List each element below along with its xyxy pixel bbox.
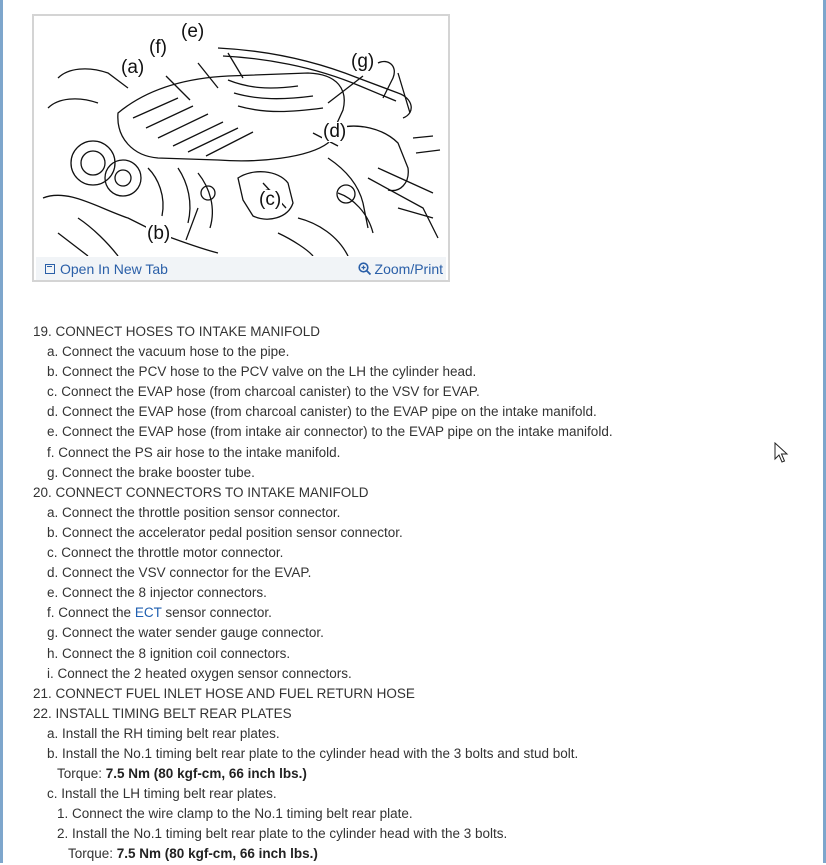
- step-item: 2. Install the No.1 timing belt rear plate to the cylinder head with the 3 bolts.: [57, 826, 508, 842]
- engine-line-drawing: [38, 18, 446, 256]
- zoom-print-label: Zoom/Print: [374, 261, 443, 277]
- step-item: e. Connect the 8 injector connectors.: [47, 585, 267, 601]
- step-text: sensor connector.: [161, 605, 272, 621]
- torque-value: 7.5 Nm (80 kgf-cm, 66 inch lbs.): [116, 846, 318, 862]
- step-item: c. Connect the throttle motor connector.: [47, 545, 284, 561]
- step-item: d. Connect the EVAP hose (from charcoal canister) to the EVAP pipe on the intake manifold.: [47, 404, 597, 420]
- step-item: b. Connect the PCV hose to the PCV valve on the LH the cylinder head.: [47, 364, 477, 380]
- step-item: a. Connect the vacuum hose to the pipe.: [47, 344, 290, 360]
- torque-spec: [33, 764, 793, 784]
- zoom-magnifier-icon: [358, 262, 372, 276]
- step-item: f. Connect the PS air hose to the intake manifold.: [47, 444, 341, 460]
- open-in-new-tab-label: Open In New Tab: [60, 261, 168, 277]
- callout-e: (e): [181, 21, 205, 42]
- callout-a: (a): [121, 57, 145, 78]
- step-text: f. Connect the: [47, 605, 135, 621]
- step-item: a. Install the RH timing belt rear plates.: [47, 725, 280, 741]
- mouse-pointer-icon: [774, 442, 790, 464]
- zoom-print-link[interactable]: [358, 261, 443, 277]
- torque-value: 7.5 Nm (80 kgf-cm, 66 inch lbs.): [105, 766, 307, 782]
- callout-f: (f): [149, 37, 167, 58]
- step-item: c. Install the LH timing belt rear plates.: [47, 786, 277, 802]
- step-heading: 21. CONNECT FUEL INLET HOSE AND FUEL RETURN HOSE: [33, 685, 415, 701]
- step-item: 1. Connect the wire clamp to the No.1 timing belt rear plate.: [57, 806, 413, 822]
- callout-c: (c): [259, 189, 282, 210]
- step-item: g. Connect the brake booster tube.: [47, 464, 255, 480]
- step-item: a. Connect the throttle position sensor connector.: [47, 504, 341, 520]
- window-left-edge: [0, 0, 3, 863]
- step-item: [33, 603, 793, 623]
- step-item: g. Connect the water sender gauge connector.: [47, 625, 324, 641]
- open-new-tab-icon: [45, 264, 55, 274]
- open-in-new-tab-link[interactable]: [45, 261, 168, 277]
- engine-illustration[interactable]: [38, 18, 446, 256]
- torque-spec: [33, 844, 793, 864]
- step-heading: 22. INSTALL TIMING BELT REAR PLATES: [33, 705, 292, 721]
- step-item: b. Install the No.1 timing belt rear plate to the cylinder head with the 3 bolts and stud bolt.: [47, 745, 579, 761]
- step-item: h. Connect the 8 ignition coil connectors.: [47, 645, 291, 661]
- figure-card: [32, 14, 450, 282]
- step-item: i. Connect the 2 heated oxygen sensor connectors.: [47, 665, 352, 681]
- step-heading: 20. CONNECT CONNECTORS TO INTAKE MANIFOLD: [33, 484, 369, 500]
- procedure-steps: [33, 322, 793, 865]
- step-item: b. Connect the accelerator pedal position sensor connector.: [47, 524, 403, 540]
- figure-toolbar: [36, 257, 446, 280]
- step-heading: 19. CONNECT HOSES TO INTAKE MANIFOLD: [33, 324, 321, 339]
- step-item: d. Connect the VSV connector for the EVAP.: [47, 565, 312, 581]
- step-item: e. Connect the EVAP hose (from intake air connector) to the EVAP pipe on the intake manifold.: [47, 424, 613, 440]
- callout-g: (g): [351, 51, 375, 72]
- callout-b: (b): [147, 223, 171, 244]
- step-item: c. Connect the EVAP hose (from charcoal canister) to the VSV for EVAP.: [47, 384, 480, 400]
- torque-label: Torque:: [68, 846, 117, 862]
- ect-link[interactable]: ECT: [134, 605, 162, 621]
- torque-label: Torque:: [57, 766, 106, 782]
- callout-d: (d): [323, 121, 347, 142]
